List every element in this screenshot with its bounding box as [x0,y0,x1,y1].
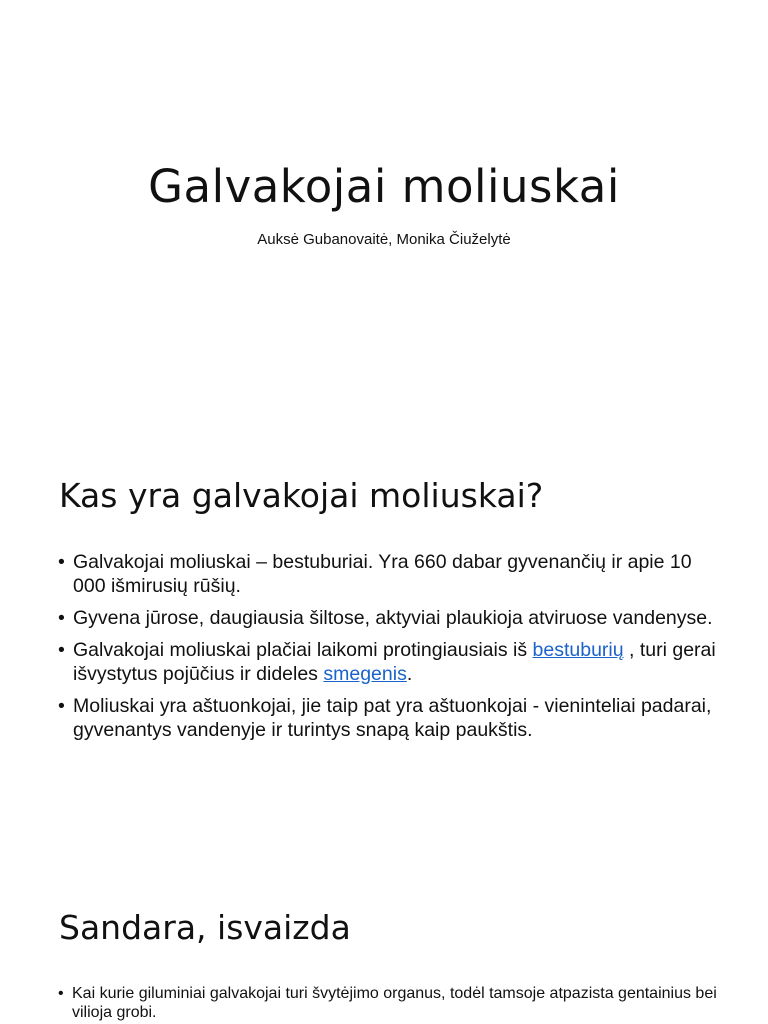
link-smegenis[interactable]: smegenis [323,663,407,685]
bullet-icon: • [58,551,65,573]
bullet-text: Galvakojai moliuskai – bestuburiai. Yra 660 dabar gyvenančių ir apie 10 000 išmirusių rūšių. [73,551,692,597]
presentation-authors: Auksė Gubanovaitė, Monika Čiuželytė [257,231,511,248]
slide-what-are-cephalopods [0,432,768,864]
bullet-item [58,550,718,598]
title-slide [0,0,768,432]
slide-heading: Kas yra galvakojai moliuskai? [59,476,544,515]
bullet-icon: • [58,639,65,661]
link-bestuburiu[interactable]: bestuburių [532,639,624,661]
bullet-text: Gyvena jūrose, daugiausia šiltose, aktyviai plaukioja atviruose vandenyse. [73,607,713,629]
slide-heading: Sandara, isvaizda [59,908,351,947]
bullet-icon: • [58,985,64,1002]
bullet-item [58,984,718,1022]
bullet-text: Moliuskai yra aštuonkojai, jie taip pat yra aštuonkojai - vieninteliai padarai, gyvenantys vandenyje ir turintys snapą kaip paukštis. [73,695,712,741]
bullet-item [58,638,718,686]
bullet-icon: • [58,695,65,717]
bullet-text-part: Galvakojai moliuskai plačiai laikomi protingiausiais iš [73,639,533,661]
bullet-text: Kai kurie giluminiai galvakojai turi švytėjimo organus, todėl tamsoje atpazista gentainius bei vilioja grobi. [72,985,717,1021]
presentation-title: Galvakojai moliuskai [148,160,620,213]
bullet-text-part: , turi gerai išvystytus pojūčius ir dideles [73,639,716,685]
bullet-text-part: . [406,663,413,685]
bullet-icon: • [58,607,65,629]
bullet-list [58,984,718,1024]
slide-structure [0,864,768,1024]
bullet-item [58,694,718,742]
bullet-item [58,606,718,630]
bullet-list [58,550,718,750]
